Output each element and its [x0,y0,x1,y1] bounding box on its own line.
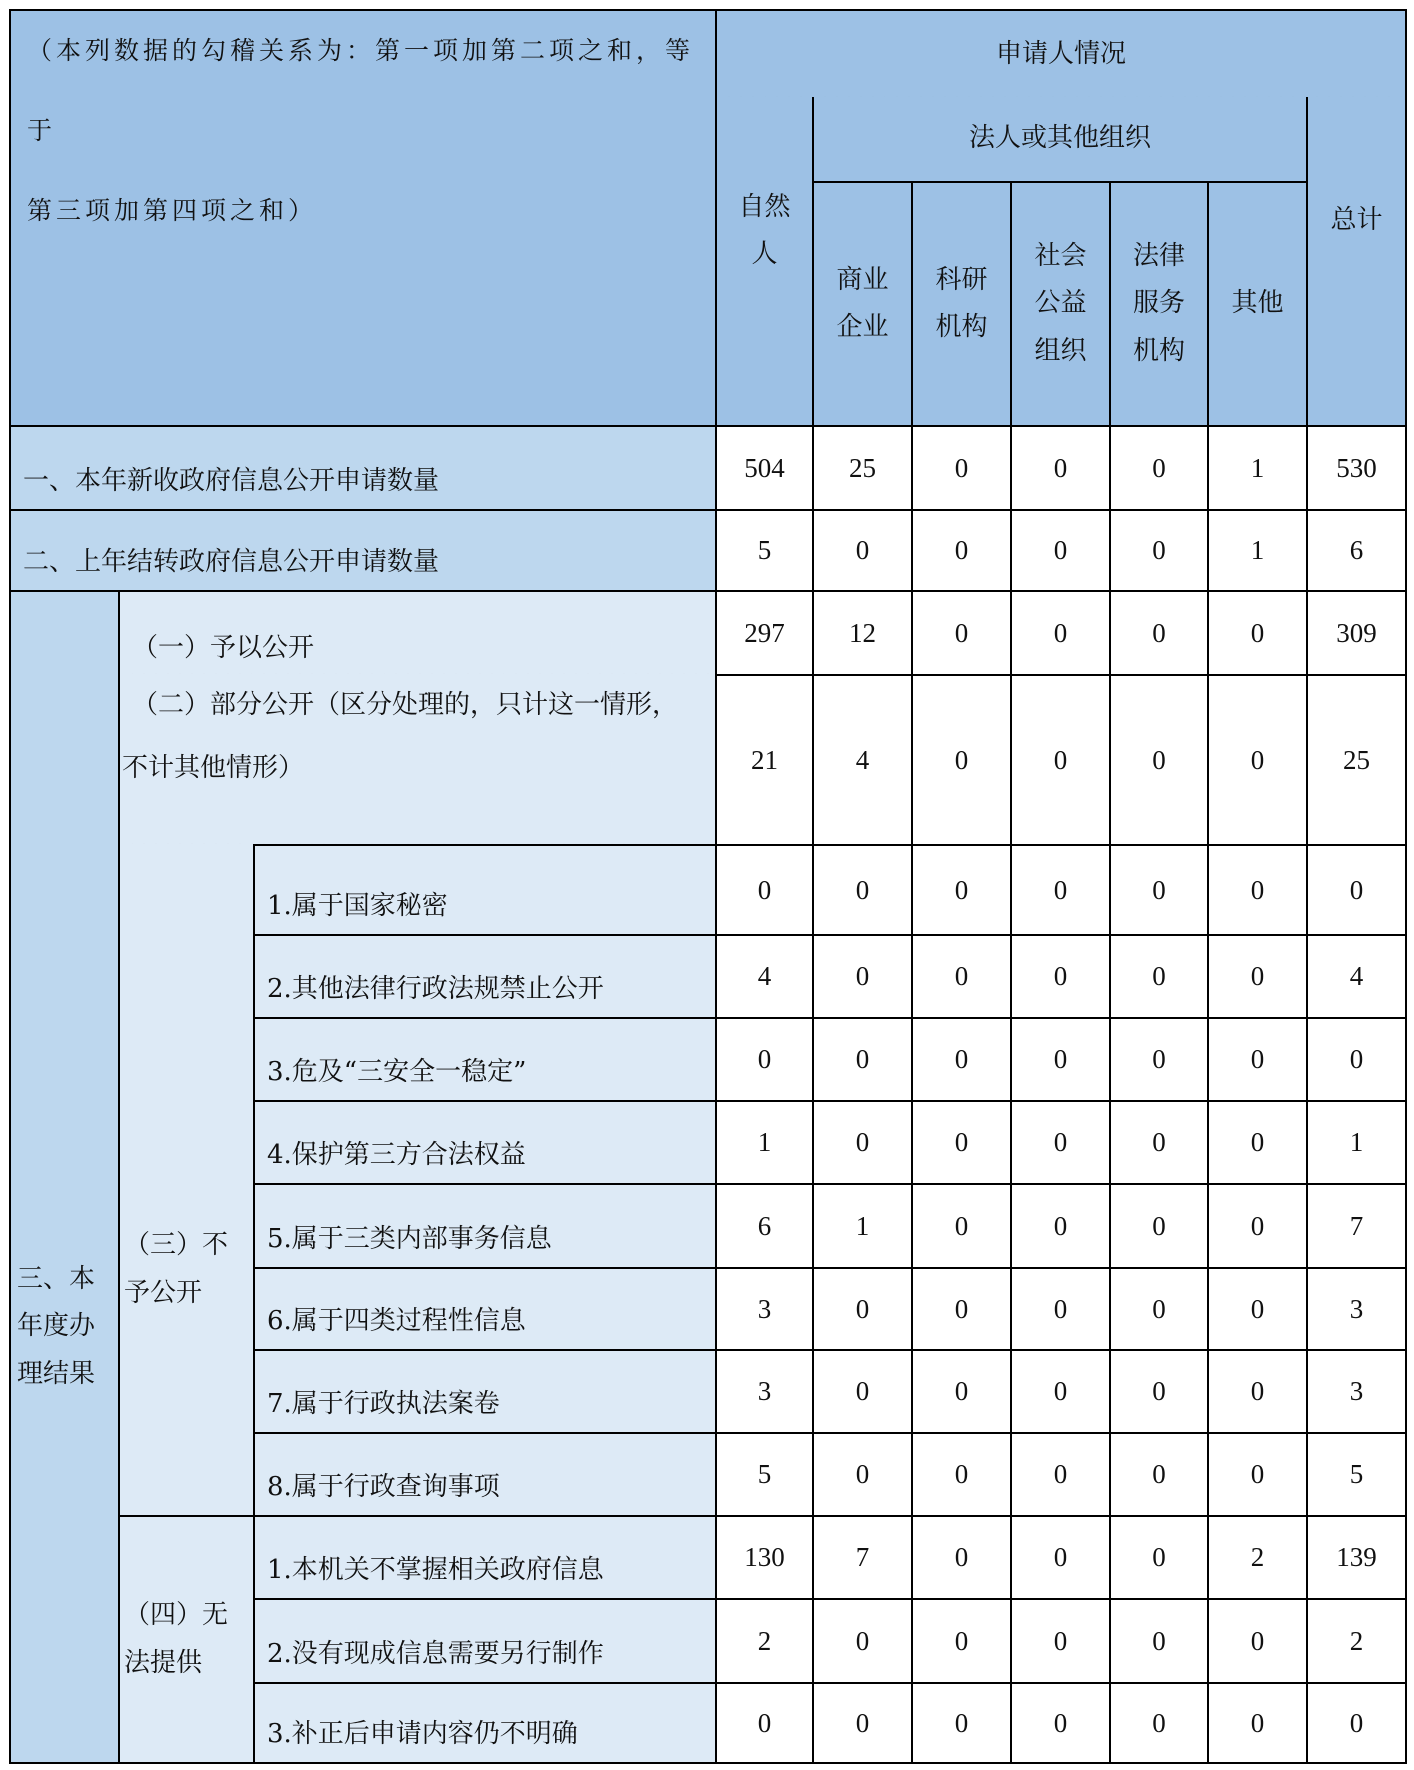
not-open-reason-value: 0 [715,844,814,936]
result-not-open-label [118,844,255,1517]
not-open-reason-value: 0 [1207,1183,1308,1269]
summary-row-value: 1 [1207,425,1308,511]
not-open-reason-value: 5 [1306,1432,1407,1517]
unable-reason-value: 7 [812,1515,913,1600]
result-open-value: 309 [1306,590,1407,676]
summary-row-value: 0 [812,509,913,592]
text-line: 法提供 [124,1647,203,1678]
text-line: 企业 [836,312,889,342]
text-line: 三、本 [17,1264,96,1295]
not-open-reason-value: 0 [1010,1100,1111,1185]
not-open-reason-label: 3.危及“三安全一稳定” [253,1017,717,1102]
not-open-reason-value: 0 [1109,1349,1209,1434]
text-line: 服务 [1132,288,1185,319]
not-open-reason-value: 4 [715,934,814,1019]
text-line: 组织 [1034,335,1087,366]
not-open-reason-value: 0 [1109,934,1209,1019]
summary-row-value: 0 [911,509,1012,592]
section-3-annual-results [9,590,120,1764]
not-open-reason-value: 0 [1010,844,1111,936]
not-open-reason-value: 3 [715,1267,814,1351]
not-open-reason-value: 0 [812,844,913,936]
not-open-reason-value: 0 [1207,1100,1308,1185]
not-open-reason-value: 0 [911,1432,1012,1517]
result-open-value: 0 [1207,590,1308,676]
result-partial-value: 0 [1109,674,1209,846]
not-open-reason-value: 0 [1207,934,1308,1019]
not-open-reason-value: 0 [812,934,913,1019]
not-open-reason-value: 3 [1306,1349,1407,1434]
summary-row-value: 5 [715,509,814,592]
text-line: 机构 [1132,335,1185,366]
unable-reason-label: 2.没有现成信息需要另行制作 [253,1598,717,1684]
result-partial-value: 4 [812,674,913,846]
unable-reason-label: 1.本机关不掌握相关政府信息 [253,1515,717,1600]
not-open-reason-value: 0 [1109,1100,1209,1185]
header-commercial-enterprise [812,181,913,427]
text-line: （本列数据的勾稽关系为：第一项加第二项之和，等于 [27,36,695,145]
text-line: 不计其他情形） [122,753,305,784]
unable-reason-value: 0 [1010,1598,1111,1684]
unable-reason-value: 2 [1207,1515,1308,1600]
header-legal-or-other-orgs: 法人或其他组织 [812,97,1308,183]
summary-row-value: 1 [1207,509,1308,592]
unable-reason-value: 0 [911,1598,1012,1684]
summary-row-value: 0 [911,425,1012,511]
result-partial-value: 0 [1207,674,1308,846]
header-legal-service-org [1109,181,1209,427]
result-partial-value: 0 [1010,674,1111,846]
not-open-reason-value: 1 [1306,1100,1407,1185]
unable-reason-value: 2 [1306,1598,1407,1684]
text-line: 人 [751,239,778,269]
not-open-reason-value: 0 [911,1183,1012,1269]
not-open-reason-label: 8.属于行政查询事项 [253,1432,717,1517]
result-open-value: 12 [812,590,913,676]
unable-reason-value: 0 [1306,1682,1407,1764]
not-open-reason-value: 0 [1109,1183,1209,1269]
text-line: 理结果 [17,1358,96,1389]
not-open-reason-value: 0 [911,1100,1012,1185]
text-line: 商业 [836,264,889,295]
not-open-reason-value: 0 [812,1017,913,1102]
summary-row-value: 0 [1109,509,1209,592]
not-open-reason-label: 1.属于国家秘密 [253,844,717,936]
not-open-reason-value: 5 [715,1432,814,1517]
unable-reason-value: 0 [812,1682,913,1764]
not-open-reason-value: 0 [1306,844,1407,936]
summary-row-value: 530 [1306,425,1407,511]
not-open-reason-value: 0 [911,844,1012,936]
column-relation-note [9,9,717,427]
header-applicant-situation: 申请人情况 [715,9,1407,99]
not-open-reason-value: 0 [911,1267,1012,1351]
result-open-label: （一）予以公开 [118,590,717,676]
header-natural-person [715,97,814,427]
not-open-reason-value: 3 [1306,1267,1407,1351]
text-line: 法律 [1132,241,1185,272]
row-label: 一、本年新收政府信息公开申请数量 [9,425,717,511]
not-open-reason-value: 0 [1109,1017,1209,1102]
not-open-reason-value: 0 [1010,1017,1111,1102]
summary-row-value: 0 [1010,425,1111,511]
row-label: 二、上年结转政府信息公开申请数量 [9,509,717,592]
header-total: 总计 [1306,97,1407,427]
text-line: 予公开 [124,1277,203,1308]
unable-reason-label: 3.补正后申请内容仍不明确 [253,1682,717,1764]
result-open-value: 0 [1109,590,1209,676]
result-partial-label [118,674,717,846]
not-open-reason-value: 6 [715,1183,814,1269]
text-line: 社会 [1034,241,1087,272]
text-line: 自然 [738,191,791,222]
not-open-reason-value: 0 [1207,1432,1308,1517]
unable-reason-value: 0 [1207,1598,1308,1684]
header-research-institution [911,181,1012,427]
not-open-reason-value: 1 [715,1100,814,1185]
text-line: （四）无 [124,1600,229,1631]
result-partial-value: 0 [911,674,1012,846]
not-open-reason-value: 7 [1306,1183,1407,1269]
not-open-reason-value: 0 [715,1017,814,1102]
not-open-reason-label: 6.属于四类过程性信息 [253,1267,717,1351]
not-open-reason-value: 0 [1109,1432,1209,1517]
not-open-reason-label: 4.保护第三方合法权益 [253,1100,717,1185]
header-social-welfare-org [1010,181,1111,427]
not-open-reason-value: 0 [1010,1432,1111,1517]
text-line: 科研 [935,264,988,295]
not-open-reason-value: 0 [1109,1267,1209,1351]
summary-row-value: 25 [812,425,913,511]
summary-row-value: 0 [1109,425,1209,511]
result-partial-value: 25 [1306,674,1407,846]
not-open-reason-value: 0 [1207,1349,1308,1434]
result-open-value: 0 [911,590,1012,676]
text-line: 机构 [935,312,988,342]
unable-reason-value: 0 [715,1682,814,1764]
result-unable-label [118,1515,255,1764]
unable-reason-value: 0 [1207,1682,1308,1764]
summary-row-value: 6 [1306,509,1407,592]
not-open-reason-label: 2.其他法律行政法规禁止公开 [253,934,717,1019]
not-open-reason-value: 0 [1010,934,1111,1019]
not-open-reason-value: 0 [1010,1267,1111,1351]
text-line: （二）部分公开（区分处理的，只计这一情形， [132,690,679,720]
not-open-reason-value: 0 [812,1267,913,1351]
text-line: （三）不 [124,1230,229,1261]
not-open-reason-value: 0 [1207,844,1308,936]
unable-reason-value: 2 [715,1598,814,1684]
not-open-reason-value: 0 [1010,1349,1111,1434]
unable-reason-value: 0 [1109,1682,1209,1764]
unable-reason-value: 130 [715,1515,814,1600]
not-open-reason-value: 0 [1306,1017,1407,1102]
not-open-reason-value: 0 [1207,1017,1308,1102]
not-open-reason-value: 3 [715,1349,814,1434]
result-open-value: 0 [1010,590,1111,676]
unable-reason-value: 0 [1010,1515,1111,1600]
unable-reason-value: 0 [911,1682,1012,1764]
not-open-reason-value: 0 [911,934,1012,1019]
text-line: 年度办 [17,1311,96,1342]
unable-reason-value: 0 [812,1598,913,1684]
unable-reason-value: 0 [1109,1598,1209,1684]
not-open-reason-value: 1 [812,1183,913,1269]
text-line: 第三项加第四项之和） [27,196,318,225]
not-open-reason-label: 7.属于行政执法案卷 [253,1349,717,1434]
not-open-reason-label: 5.属于三类内部事务信息 [253,1183,717,1269]
not-open-reason-value: 4 [1306,934,1407,1019]
unable-reason-value: 0 [1109,1515,1209,1600]
not-open-reason-value: 0 [1010,1183,1111,1269]
result-partial-value: 21 [715,674,814,846]
text-line: 公益 [1034,288,1087,319]
header-other: 其他 [1207,181,1308,427]
unable-reason-value: 0 [911,1515,1012,1600]
unable-reason-value: 139 [1306,1515,1407,1600]
result-open-value: 297 [715,590,814,676]
not-open-reason-value: 0 [812,1349,913,1434]
not-open-reason-value: 0 [911,1017,1012,1102]
not-open-reason-value: 0 [812,1432,913,1517]
summary-row-value: 0 [1010,509,1111,592]
unable-reason-value: 0 [1010,1682,1111,1764]
not-open-reason-value: 0 [911,1349,1012,1434]
not-open-reason-value: 0 [1109,844,1209,936]
summary-row-value: 504 [715,425,814,511]
not-open-reason-value: 0 [1207,1267,1308,1351]
not-open-reason-value: 0 [812,1100,913,1185]
